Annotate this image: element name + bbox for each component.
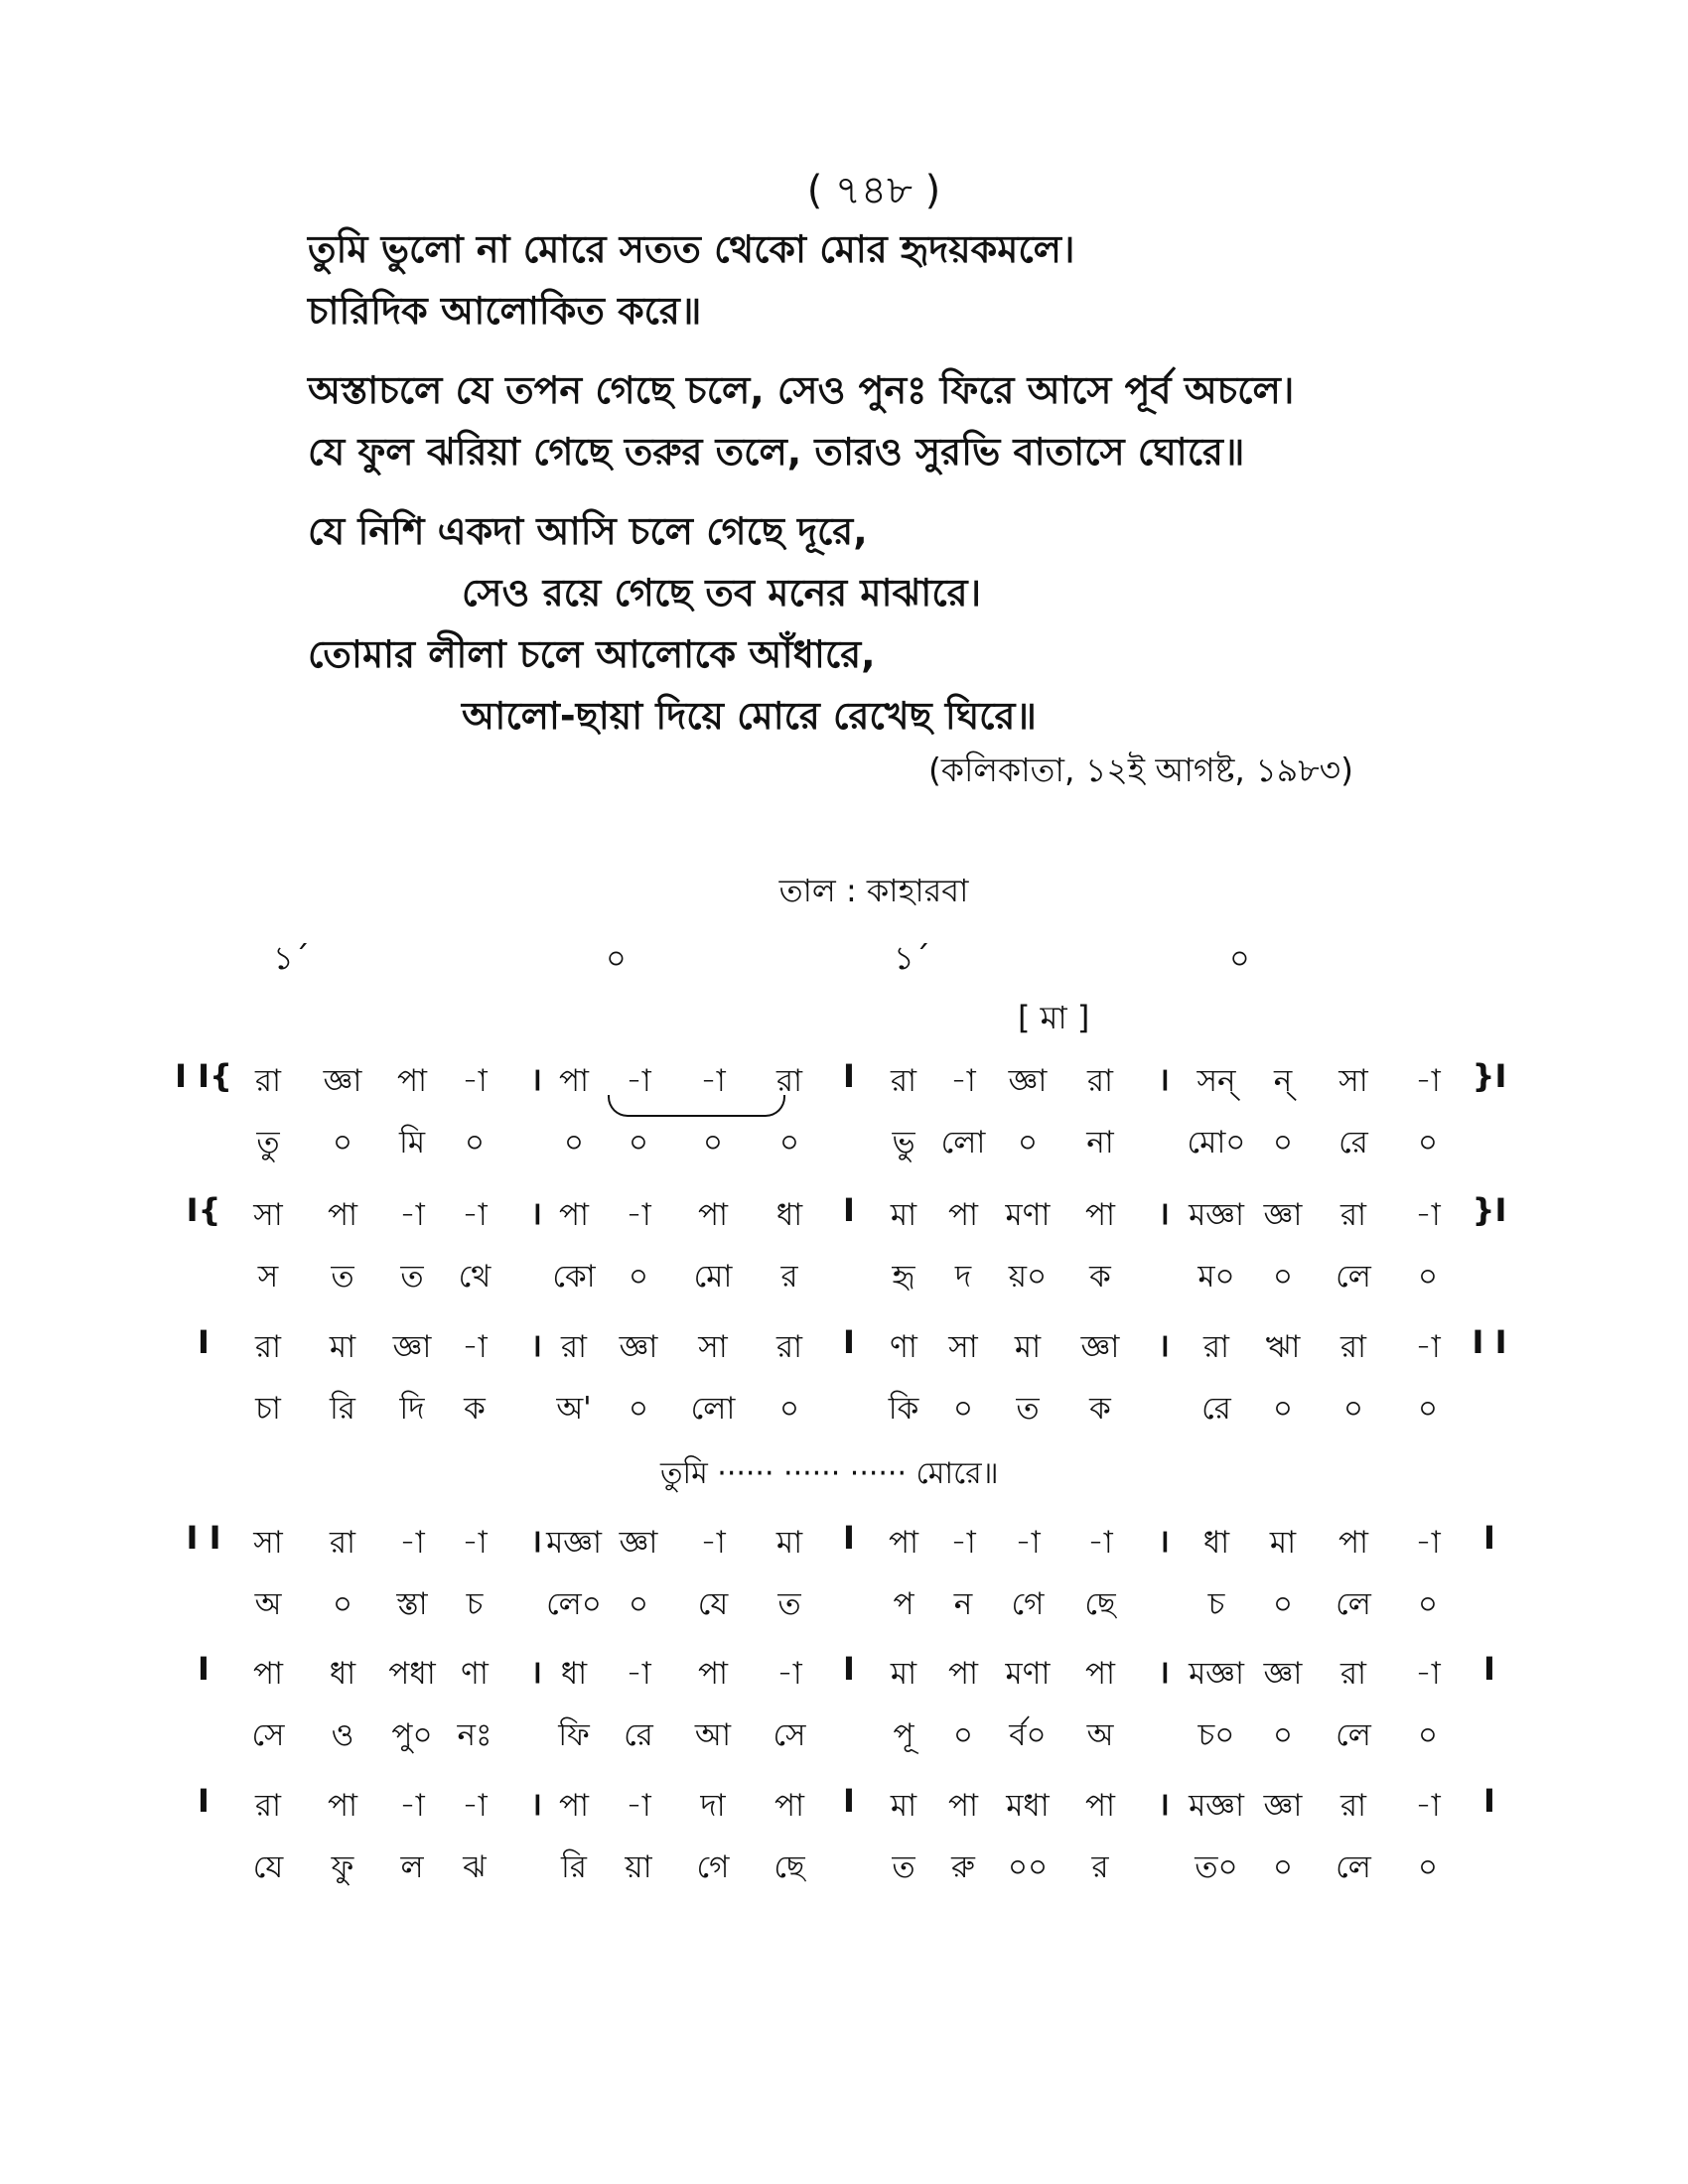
notation-note-row <box>0 1519 1688 1569</box>
note-cell: রা <box>775 1329 803 1365</box>
bar-line: I I{ <box>175 1057 232 1095</box>
syllable-cell: ০০ <box>1007 1849 1049 1885</box>
note-cell: মধা <box>1006 1788 1050 1824</box>
note-cell: সা <box>1338 1063 1368 1099</box>
syllable-cell: ০ <box>1272 1391 1294 1427</box>
syllable-cell: প <box>893 1586 914 1622</box>
syllable-cell: ০ <box>628 1391 649 1427</box>
note-cell: জ্ঞা <box>1263 1788 1303 1824</box>
notation-note-row <box>0 1057 1688 1107</box>
syllable-cell: ০ <box>1272 1586 1294 1622</box>
note-cell: পা <box>558 1788 590 1824</box>
note-cell: সন্ <box>1196 1063 1236 1099</box>
syllable-cell: ০ <box>628 1259 649 1295</box>
refrain-marker: তুমি ······ ······ ······ মোরে॥ <box>660 1456 999 1491</box>
bar-line: I{ <box>186 1191 221 1229</box>
notation-lyric-row <box>0 1119 1688 1168</box>
note-cell: -া <box>399 1197 425 1233</box>
syllable-cell: ০ <box>1417 1717 1439 1753</box>
note-cell: জ্ঞা <box>1080 1329 1120 1365</box>
syllable-cell: ০ <box>628 1586 649 1622</box>
note-cell: রা <box>254 1329 282 1365</box>
syllable-cell: কি <box>888 1391 919 1427</box>
note-cell: -া <box>462 1525 488 1561</box>
syllable-cell: লে <box>1336 1586 1371 1622</box>
note-cell: সা <box>948 1329 978 1365</box>
note-cell: ধা <box>1202 1525 1230 1561</box>
syllable-cell: মো০ <box>1187 1125 1246 1160</box>
syllable-cell: ০ <box>1272 1125 1294 1160</box>
syllable-cell: ছে <box>774 1849 805 1885</box>
syllable-cell: র্ব০ <box>1009 1717 1047 1753</box>
syllable-cell: ০ <box>1417 1391 1439 1427</box>
syllable-cell: চ <box>466 1586 484 1622</box>
note-cell: পা <box>396 1063 428 1099</box>
notation-note-row <box>0 1191 1688 1241</box>
syllable-cell: মো <box>693 1259 733 1295</box>
notation-note-row <box>0 1782 1688 1832</box>
note-cell: জ্ঞা <box>619 1329 658 1365</box>
notation-lyric-row <box>0 1843 1688 1893</box>
syllable-cell: ত <box>777 1586 801 1622</box>
syllable-cell: ০ <box>1417 1125 1439 1160</box>
note-cell: -া <box>1415 1656 1441 1692</box>
notation-note-row <box>0 1323 1688 1373</box>
syllable-cell: ক <box>1089 1391 1111 1427</box>
syllable-cell: লে <box>1336 1717 1371 1753</box>
note-cell: -া <box>626 1788 651 1824</box>
syllable-cell: ০ <box>1417 1849 1439 1885</box>
note-cell: দা <box>700 1788 726 1824</box>
bar-line: । <box>1157 1326 1171 1364</box>
notation-note-row <box>0 1650 1688 1700</box>
bar-line: । <box>529 1326 543 1364</box>
notation-lyric-row <box>0 1253 1688 1302</box>
syllable-cell: দ <box>954 1259 972 1295</box>
bar-line: I <box>843 1782 855 1820</box>
taal-label: তাল : কাহারবা <box>778 872 969 909</box>
syllable-cell: স <box>257 1259 279 1295</box>
syllable-cell: ০ <box>952 1391 974 1427</box>
note-cell: পা <box>327 1788 358 1824</box>
note-cell: পা <box>1084 1656 1116 1692</box>
beat-mark: ১´ <box>273 939 310 977</box>
bar-line: I <box>1483 1519 1495 1557</box>
note-cell: পা <box>697 1197 729 1233</box>
note-cell: -া <box>700 1525 726 1561</box>
syllable-cell: রে <box>624 1717 653 1753</box>
syllable-cell: রু <box>951 1849 975 1885</box>
syllable-cell: ফি <box>558 1717 590 1753</box>
syllable-cell: ক <box>1089 1259 1111 1295</box>
lyrics-block <box>308 218 1499 747</box>
syllable-cell: ০ <box>1417 1259 1439 1295</box>
syllable-cell: র <box>780 1259 798 1295</box>
note-cell: -া <box>626 1656 651 1692</box>
bar-line: । <box>1157 1522 1171 1560</box>
note-cell: রা <box>1086 1063 1114 1099</box>
syllable-cell: গে <box>1011 1586 1045 1622</box>
syllable-cell: রে <box>1338 1125 1368 1160</box>
note-cell: পা <box>327 1197 358 1233</box>
syllable-cell: ০ <box>332 1586 353 1622</box>
note-cell: ণা <box>461 1656 489 1692</box>
syllable-cell: না <box>1086 1125 1114 1160</box>
note-cell: জ্ঞা <box>323 1063 362 1099</box>
note-cell: -া <box>1087 1525 1113 1561</box>
note-cell: পা <box>888 1525 919 1561</box>
note-cell: ণা <box>890 1329 917 1365</box>
note-cell: সা <box>253 1525 283 1561</box>
bar-line: । <box>529 1653 543 1691</box>
syllable-cell: পু০ <box>391 1717 433 1753</box>
beat-mark: ০ <box>606 939 627 977</box>
note-cell: -া <box>950 1525 976 1561</box>
syllable-cell: লে০ <box>546 1586 602 1622</box>
bar-line: । <box>529 1522 543 1560</box>
bar-line: I <box>198 1782 210 1820</box>
note-cell: -া <box>1415 1788 1441 1824</box>
note-cell: -া <box>950 1063 976 1099</box>
note-cell: রা <box>1339 1656 1367 1692</box>
syllable-cell: অ <box>1086 1717 1114 1753</box>
notation-lyric-row <box>0 1385 1688 1434</box>
note-cell: রা <box>329 1525 356 1561</box>
syllable-cell: ০ <box>628 1125 649 1160</box>
note-cell: -া <box>399 1525 425 1561</box>
note-cell: -া <box>700 1063 726 1099</box>
syllable-cell: য়া <box>625 1849 652 1885</box>
bar-line: I I <box>1472 1323 1507 1361</box>
syllable-cell: ০ <box>778 1391 800 1427</box>
syllable-cell: ত <box>400 1259 424 1295</box>
syllable-cell: ক <box>464 1391 486 1427</box>
syllable-cell: চ০ <box>1197 1717 1235 1753</box>
note-cell: ন্ <box>1273 1063 1293 1099</box>
syllable-cell: ০ <box>332 1125 353 1160</box>
lyric-line: যে নিশি একদা আসি চলে গেছে দূরে, <box>308 509 868 553</box>
note-cell: রা <box>1339 1329 1367 1365</box>
lyric-line: সেও রয়ে গেছে তব মনের মাঝারে। <box>462 571 982 614</box>
bar-line: । <box>1157 1653 1171 1691</box>
syllable-cell: সে <box>773 1717 806 1753</box>
note-cell: রা <box>1339 1788 1367 1824</box>
bar-line: । <box>1157 1785 1171 1823</box>
note-cell: জ্ঞা <box>1008 1063 1048 1099</box>
syllable-cell: চা <box>255 1391 281 1427</box>
note-cell: -া <box>626 1197 651 1233</box>
note-cell: -া <box>1415 1063 1441 1099</box>
note-cell: -া <box>1415 1525 1441 1561</box>
syllable-cell: থে <box>458 1259 492 1295</box>
syllable-cell: ০ <box>1272 1259 1294 1295</box>
note-cell: পা <box>947 1788 979 1824</box>
bracket-note: [ মা ] <box>1018 999 1090 1036</box>
syllable-cell: রে <box>1201 1391 1231 1427</box>
note-cell: মা <box>890 1197 917 1233</box>
syllable-cell: ও <box>331 1717 354 1753</box>
note-cell: ধা <box>560 1656 588 1692</box>
note-cell: ঋা <box>1265 1329 1301 1365</box>
bar-line: I <box>198 1650 210 1688</box>
note-cell: জ্ঞা <box>1263 1656 1303 1692</box>
bar-line: । <box>529 1194 543 1232</box>
syllable-cell: য়০ <box>1008 1259 1048 1295</box>
note-cell: -া <box>462 1329 488 1365</box>
syllable-cell: ০ <box>563 1125 585 1160</box>
bar-line: }I <box>1472 1191 1507 1229</box>
note-cell: মণা <box>1005 1197 1051 1233</box>
syllable-cell: কো <box>552 1259 596 1295</box>
syllable-cell: ভু <box>892 1125 915 1160</box>
note-cell: জ্ঞা <box>619 1525 658 1561</box>
note-cell: মা <box>890 1788 917 1824</box>
note-cell: মা <box>329 1329 356 1365</box>
syllable-cell: ন <box>953 1586 973 1622</box>
syllable-cell: আ <box>694 1717 732 1753</box>
syllable-cell: ০ <box>778 1125 800 1160</box>
note-cell: মা <box>1269 1525 1297 1561</box>
syllable-cell: তু <box>256 1125 280 1160</box>
bar-line: । <box>1157 1194 1171 1232</box>
attribution: (কলিকাতা, ১২ই আগষ্ট, ১৯৮৩) <box>928 751 1353 789</box>
bar-line: }I <box>1472 1057 1507 1095</box>
note-cell: -া <box>399 1788 425 1824</box>
bar-line: । <box>529 1785 543 1823</box>
syllable-cell: লো <box>940 1125 986 1160</box>
syllable-cell: পূ <box>893 1717 914 1753</box>
syllable-cell: ত <box>331 1259 354 1295</box>
syllable-cell: ০ <box>1342 1391 1364 1427</box>
note-cell: পা <box>558 1063 590 1099</box>
bar-line: I <box>843 1650 855 1688</box>
note-cell: মা <box>775 1525 803 1561</box>
syllable-cell: ০ <box>1272 1717 1294 1753</box>
note-cell: -া <box>776 1656 802 1692</box>
notation-lyric-row <box>0 1580 1688 1630</box>
note-cell: পা <box>947 1197 979 1233</box>
syllable-cell: রি <box>330 1391 355 1427</box>
note-cell: পা <box>1337 1525 1369 1561</box>
syllable-cell: মি <box>398 1125 426 1160</box>
syllable-cell: যে <box>252 1849 284 1885</box>
note-cell: রা <box>1339 1197 1367 1233</box>
note-cell: পা <box>1084 1197 1116 1233</box>
syllable-cell: ত০ <box>1195 1849 1238 1885</box>
syllable-cell: গে <box>696 1849 730 1885</box>
bar-line: । <box>529 1060 543 1098</box>
note-cell: -া <box>1415 1197 1441 1233</box>
note-cell: রা <box>890 1063 917 1099</box>
note-cell: রা <box>254 1063 282 1099</box>
note-cell: মজ্ঞা <box>546 1525 602 1561</box>
bar-line: I <box>1483 1782 1495 1820</box>
note-cell: -া <box>1415 1329 1441 1365</box>
syllable-cell: লে <box>1336 1849 1371 1885</box>
lyric-line: যে ফুল ঝরিয়া গেছে তরুর তলে, তারও সুরভি বাতাসে ঘোরে॥ <box>308 430 1245 474</box>
bar-line: I <box>198 1323 210 1361</box>
syllable-cell: ০ <box>702 1125 724 1160</box>
note-cell: রা <box>560 1329 588 1365</box>
note-cell: মা <box>890 1656 917 1692</box>
note-cell: মা <box>1014 1329 1042 1365</box>
note-cell: -া <box>462 1063 488 1099</box>
syllable-cell: ০ <box>952 1717 974 1753</box>
syllable-cell: ০ <box>1417 1586 1439 1622</box>
syllable-cell: ঝ <box>463 1849 487 1885</box>
note-cell: জ্ঞা <box>392 1329 432 1365</box>
syllable-cell: র <box>1091 1849 1109 1885</box>
syllable-cell: নঃ <box>457 1717 492 1753</box>
note-cell: পা <box>1084 1788 1116 1824</box>
note-cell: মজ্ঞা <box>1189 1197 1244 1233</box>
syllable-cell: ফু <box>331 1849 354 1885</box>
bar-line: । <box>1157 1060 1171 1098</box>
note-cell: রা <box>254 1788 282 1824</box>
note-cell: পা <box>947 1656 979 1692</box>
syllable-cell: স্তা <box>396 1586 428 1622</box>
syllable-cell: ত <box>1016 1391 1040 1427</box>
note-cell: মণা <box>1005 1656 1051 1692</box>
note-cell: মজ্ঞা <box>1189 1656 1244 1692</box>
syllable-cell: অ <box>254 1586 282 1622</box>
bar-line: I <box>843 1057 855 1095</box>
page-number: ( ৭৪৮ ) <box>806 168 941 213</box>
note-cell: মজ্ঞা <box>1189 1788 1244 1824</box>
note-cell: পা <box>774 1788 805 1824</box>
note-cell: ধা <box>775 1197 803 1233</box>
bar-line: I I <box>186 1519 221 1557</box>
bar-line: I <box>843 1519 855 1557</box>
note-cell: পা <box>252 1656 284 1692</box>
lyric-line: তুমি ভুলো না মোরে সতত থেকো মোর হৃদয়কমলে। <box>308 227 1075 271</box>
beat-mark: ০ <box>1229 939 1250 977</box>
syllable-cell: ম০ <box>1197 1259 1235 1295</box>
syllable-cell: যে <box>697 1586 729 1622</box>
syllable-cell: ছে <box>1084 1586 1116 1622</box>
note-cell: পা <box>697 1656 729 1692</box>
note-cell: সা <box>253 1197 283 1233</box>
note-cell: রা <box>775 1063 803 1099</box>
beat-mark: ১´ <box>894 939 930 977</box>
lyric-line: তোমার লীলা চলে আলোকে আঁধারে, <box>308 632 876 676</box>
note-cell: -া <box>462 1197 488 1233</box>
syllable-cell: ০ <box>464 1125 486 1160</box>
syllable-cell: অ' <box>556 1391 592 1427</box>
bar-line: I <box>843 1191 855 1229</box>
syllable-cell: লে <box>1336 1259 1371 1295</box>
syllable-cell: হৃ <box>892 1259 915 1295</box>
syllable-cell: ত <box>892 1849 915 1885</box>
syllable-cell: ০ <box>1017 1125 1039 1160</box>
syllable-cell: ল <box>400 1849 424 1885</box>
syllable-cell: রি <box>561 1849 587 1885</box>
syllable-cell: দি <box>399 1391 425 1427</box>
note-cell: পা <box>558 1197 590 1233</box>
note-cell: সা <box>698 1329 728 1365</box>
note-cell: -া <box>462 1788 488 1824</box>
note-cell: পধা <box>388 1656 436 1692</box>
lyric-line: চারিদিক আলোকিত করে॥ <box>308 289 702 333</box>
bar-line: I <box>843 1323 855 1361</box>
syllable-cell: চ <box>1207 1586 1225 1622</box>
syllable-cell: সে <box>251 1717 285 1753</box>
note-cell: জ্ঞা <box>1263 1197 1303 1233</box>
notation-lyric-row <box>0 1711 1688 1761</box>
lyric-line: আলো-ছায়া দিয়ে মোরে রেখেছ ঘিরে॥ <box>462 694 1037 738</box>
note-cell: -া <box>1015 1525 1041 1561</box>
lyric-line: অস্তাচলে যে তপন গেছে চলে, সেও পুনঃ ফিরে আসে পূর্ব অচলে। <box>308 368 1295 412</box>
note-cell: ধা <box>329 1656 356 1692</box>
syllable-cell: ০ <box>1272 1849 1294 1885</box>
note-cell: -া <box>626 1063 651 1099</box>
note-cell: রা <box>1202 1329 1230 1365</box>
bar-line: I <box>1483 1650 1495 1688</box>
syllable-cell: লো <box>690 1391 736 1427</box>
